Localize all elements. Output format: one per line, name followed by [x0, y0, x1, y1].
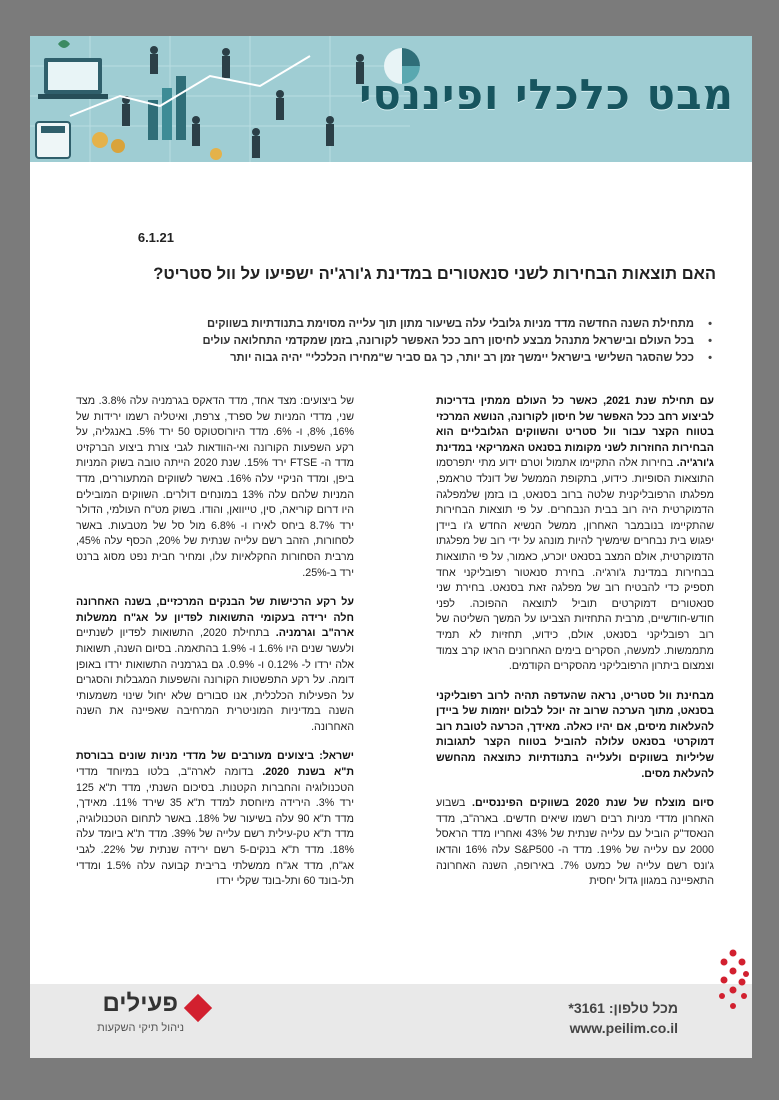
contact-phone: מכל טלפון: 3161* [568, 1000, 678, 1016]
summary-bullet: • ככל שהסגר השלישי בישראל יימשך זמן רב יותר, כך גם סביר ש"מחירו הכלכלי" יהיה גבוה יותר [72, 350, 712, 367]
paragraph-lead: על רקע הרכישות של הבנקים המרכזיים, בשנה האחרונה חלה ירידה בעקומי התשואות לפדיון על אג"ח ממשלות ארה"ב וגרמניה. [76, 596, 354, 640]
document-page [30, 36, 752, 1058]
publication-date: 6.1.21 [137, 230, 174, 245]
contact-website[interactable]: www.peilim.co.il [569, 1020, 678, 1036]
summary-bullet: • בכל העולם ובישראל מתנהל מבצע לחיסון רחב ככל האפשר לקורונה, בזמן שמקדמי התחלואה עולים [72, 333, 712, 350]
brand-tagline: ניהול תיקי השקעות [97, 1022, 184, 1034]
summary-bullets [72, 316, 712, 367]
paragraph-body: בחירות אלה התקיימו אתמול וטרם ידוע מתי יתפרסמו התוצאות הסופיות. כידוע, בתקופת הממשל של דונלד טראמפ, מפלגתו הרפובליקנית שלטה ברוב בסנאט, בו בזמן שלמפלגה הדמוקרטית היה רוב בבית הנבחרים. על פי תוצאות הבחירות שהתקיימו בנובמבר האחרון, ממשל הנשיא החדש ג'ו ביידן יפגוש בית נבחרים שימשיך להיות מונהג על ידי רוב של מפלגתו הדמוקרטית, אולם המצב בסנאט יוכרע, כאמור, על פי התוצאות בבחירות במדינת ג'ורג'יה. בחירת סנאטור רפובליקני אחד תספיק כדי להבטיח רוב של מפלגה זאת בסנאט. בחירת שני סנאטורים דמוקרטים תוביל לתוצאה ההפוכה. לפני חודש-חודשיים, מרבית התחזיות הצביעו על המשך השליטה של רוב רפובליקני בסנאט, אולם, כידוע, תחזיות לא תמיד מתממשות. למעשה, הסקרים בימים האחרונים הראו קרב צמוד וצמצום ביתרון הרפובליקני מהסקרים הקודמים. [436, 457, 714, 673]
paragraph: של ביצועים: מצד אחד, מדד הדאקס בגרמניה עלה 3.8%. מצד שני, מדדי המניות של ספרד, צרפת, ואיטליה רשמו ירידות של 16%, 8%, ו- 6%. מדד היורוסטוקס 50 ירד 5%. באנגליה, על רקע השפעות הקורונה ואי-הוודאות לגבי צורת ביצוע הברקזיט מדד ה- FTSE ירד 15%. שנת 2020 הייתה טובה בשוק המניות ביפן, ומדד הניקיי עלה 16%. באשר לשווקים המתעוררים, מדד המניות שלהם עלה 13% במונחים דולרים. השווקים המובילים היו דרום קוריאה, סין, טייוואן, והודו. בשוק מט"ח העולמי, הדולר ירד 8.7% ביחס לאירו ו- 6.8% מול סל של מטבעות. באשר לסחורות, הזהב רשם עלייה שנתית של 20%, הכסף עלה 45%, מרבית הסחורות החקלאיות עלו, ומחיר חבית נפט מסוג ברנט ירד ב-25%. [76, 395, 354, 579]
paragraph-lead: ישראל: ביצועים מעורבים של מדדי מניות שונים בבורסת ת"א בשנת 2020. [76, 750, 354, 779]
paragraph [436, 394, 714, 675]
paragraph-body: בשבוע האחרון מדדי מניות רבים רשמו שיאים חדשים. בארה"ב, מדד הנאסד"ק הוביל עם עלייה שנתית של 43% ואחריו מדד הראסל 2000 עם עלייה של 19%. מדד ה- S&P500 עלה 16% והדאו ג'ונס רשם עלייה של כמעט 7%. באירופה, השנה האחרונה התאפיינה במגוון גדול יחסית [436, 797, 714, 888]
article-headline: האם תוצאות הבחירות לשני סנאטורים במדינת ג'ורג'יה ישפיעו על וול סטריט? [153, 265, 716, 283]
brand-logo-name: פעילים [102, 990, 178, 1017]
paragraph-body: בדומה לארה"ב, בלטו במיוחד מדדי הטכנולוגיה והחברות הקטנות. בסיכום השנתי, מדד ת"א 125 ירד 3%. הירידה מיוחסת למדד ת"א 35 שירד 11%. מאידך, מדד ת"א 90 עלה בשיעור של 18%. באשר לתחום הטכנולוגיה, מדד ת"א טק-עילית רשם עלייה של 39%. מדד ת"א ביומד עלה 18%. מדד ת"א בנקים-5 רשם ירידה שנתית של 22%. לגבי אג"ח, מדד אג"ח ממשלתי בריבית קבועה עלה 1.5% ומדדי תל-בונד 60 ותל-בונד שקלי ירדו [76, 766, 354, 888]
paragraph-body: בתחילת 2020, התשואות לפדיון לשנתיים ולעשר שנים היו 1.6% ו- 1.9% בהתאמה. בסיום השנה, תשואות אלה ירדו ל- 0.12% ו- 0.9%. גם בגרמניה התשואות ירדו באופן דומה. על רקע התפשטות הקורונה והשפעות המגבלות והסגרים על הפעילות הכלכלית, אנו סבורים שלא יחול שינוי משמעותי השנה במדיניות המוניטרית המרחיבה שאפיינה את השנה האחרונה. [76, 627, 354, 733]
paragraph [436, 689, 714, 783]
paragraph-lead: מבחינת וול סטריט, נראה שהעדפה תהיה לרוב רפובליקני בסנאט, מתוך הערכה שרוב זה יוכל לבלום יוזמות של ביידן להעלאות מיסים, אם יהיו כאלה. מאידך, הכרעה לטובת רוב דמוקרטי בסנאט עלולה להוביל בטווח הקצר לתגובות שליליות בשווקים ולעלייה בתנודתיות כתוצאה מהחשש להעלאת מסים. [436, 689, 714, 780]
decorative-dots-icon [716, 948, 750, 1012]
paragraph [436, 796, 714, 890]
paragraph [76, 749, 354, 889]
paragraph [76, 595, 354, 735]
article-column-left [76, 394, 354, 949]
summary-bullet: • מתחילת השנה החדשה מדד מניות גלובלי עלה בשיעור מתון תוך עלייה מסוימת בתנודתיות בשווקים [72, 316, 712, 333]
paragraph-lead: סיום מוצלח של שנת 2020 בשווקים הפיננסיים. [472, 797, 714, 810]
banner-title: מבט כלכלי ופיננסי [359, 70, 734, 119]
article-column-right [436, 394, 714, 949]
paragraph-lead: עם תחילת שנת 2021, כאשר כל העולם ממתין בדריכות לביצוע רחב ככל האפשר של חיסון לקורונה, הנושא המרכזי בטווח הקצר עבור וול סטריט והשווקים הגלובליים הוא הבחירות החוזרות לשני מקומות בסנאט האמריקאי במדינת ג'ורג'יה. [436, 395, 714, 470]
header-banner [30, 36, 752, 162]
